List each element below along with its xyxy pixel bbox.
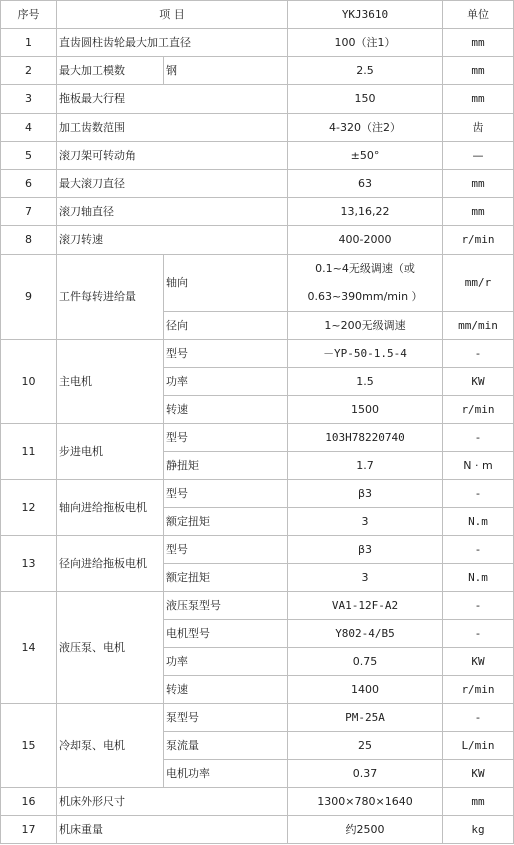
row-item: 最大滚刀直径 [57, 170, 288, 198]
row-value: 150 [288, 85, 443, 114]
row-unit: KW [443, 368, 514, 396]
row-value: －YP-50-1.5-4 [288, 340, 443, 368]
row-no: 16 [1, 788, 57, 816]
row-value: 3 [288, 564, 443, 592]
row-unit: - [443, 704, 514, 732]
row-value: 103H78220740 [288, 424, 443, 452]
row-no: 6 [1, 170, 57, 198]
row-no: 1 [1, 29, 57, 57]
row-unit: mm [443, 170, 514, 198]
row-no: 14 [1, 592, 57, 704]
row-no: 4 [1, 114, 57, 142]
row-value: ±50° [288, 142, 443, 170]
row-value: 2.5 [288, 57, 443, 85]
row-subitem: 径向 [164, 312, 288, 340]
row-item: 机床重量 [57, 816, 288, 844]
row-value: VA1-12F-A2 [288, 592, 443, 620]
row-subitem: 额定扭矩 [164, 508, 288, 536]
row-item: 机床外形尺寸 [57, 788, 288, 816]
table-row [1, 142, 514, 170]
row-subitem: 轴向 [164, 255, 288, 312]
row-value: 0.75 [288, 648, 443, 676]
table-row [1, 114, 514, 142]
row-subitem: 转速 [164, 676, 288, 704]
table-row [1, 170, 514, 198]
row-subitem: 额定扭矩 [164, 564, 288, 592]
row-item: 冷却泵、电机 [57, 704, 164, 788]
row-value: 100（注1） [288, 29, 443, 57]
row-unit: mm [443, 29, 514, 57]
row-unit: - [443, 620, 514, 648]
row-no: 5 [1, 142, 57, 170]
row-subitem: 电机功率 [164, 760, 288, 788]
row-unit: kg [443, 816, 514, 844]
row-value: 0.1~4无级调速（或 0.63~390mm/min ） [288, 255, 443, 312]
row-no: 11 [1, 424, 57, 480]
header-model: YKJ3610 [288, 1, 443, 29]
row-unit: - [443, 480, 514, 508]
row-unit: KW [443, 760, 514, 788]
row-unit: r/min [443, 676, 514, 704]
row-subitem: 转速 [164, 396, 288, 424]
row-value: β3 [288, 536, 443, 564]
row-subitem: 泵流量 [164, 732, 288, 760]
row-item: 加工齿数范围 [57, 114, 288, 142]
row-no: 2 [1, 57, 57, 85]
row-unit: mm [443, 85, 514, 114]
row-no: 17 [1, 816, 57, 844]
row-subitem: 型号 [164, 536, 288, 564]
row-item: 步进电机 [57, 424, 164, 480]
row-value: 3 [288, 508, 443, 536]
row-item: 液压泵、电机 [57, 592, 164, 704]
row-no: 7 [1, 198, 57, 226]
row-unit: mm/min [443, 312, 514, 340]
row-item: 主电机 [57, 340, 164, 424]
row-unit: r/min [443, 226, 514, 255]
row-item: 直齿圆柱齿轮最大加工直径 [57, 29, 288, 57]
table-row [1, 704, 514, 732]
row-unit: - [443, 340, 514, 368]
table-row [1, 816, 514, 844]
row-value: Y802-4/B5 [288, 620, 443, 648]
row-value: 1400 [288, 676, 443, 704]
row-item: 拖板最大行程 [57, 85, 288, 114]
row-unit: - [443, 536, 514, 564]
row-subitem: 静扭矩 [164, 452, 288, 480]
row-subitem: 功率 [164, 368, 288, 396]
row-unit: N.m [443, 564, 514, 592]
row-item: 轴向进给拖板电机 [57, 480, 164, 536]
row-subitem: 电机型号 [164, 620, 288, 648]
row-item: 径向进给拖板电机 [57, 536, 164, 592]
row-unit: mm/r [443, 255, 514, 312]
row-value: 63 [288, 170, 443, 198]
row-unit: N · m [443, 452, 514, 480]
table-row [1, 424, 514, 452]
row-value: 25 [288, 732, 443, 760]
row-subitem: 型号 [164, 480, 288, 508]
row-subitem: 型号 [164, 340, 288, 368]
table-row [1, 536, 514, 564]
row-unit: N.m [443, 508, 514, 536]
row-value: 1~200无级调速 [288, 312, 443, 340]
row-item: 滚刀转速 [57, 226, 288, 255]
row-value: PM-25A [288, 704, 443, 732]
row-unit: — [443, 142, 514, 170]
table-row [1, 226, 514, 255]
row-item: 最大加工模数 [57, 57, 164, 85]
row-no: 9 [1, 255, 57, 340]
table-row [1, 29, 514, 57]
table-row [1, 592, 514, 620]
row-no: 10 [1, 340, 57, 424]
row-unit: L/min [443, 732, 514, 760]
row-no: 12 [1, 480, 57, 536]
row-subitem: 功率 [164, 648, 288, 676]
row-no: 13 [1, 536, 57, 592]
header-unit: 单位 [443, 1, 514, 29]
row-value: 约2500 [288, 816, 443, 844]
row-item: 滚刀架可转动角 [57, 142, 288, 170]
header-item: 项 目 [57, 1, 288, 29]
table-row [1, 255, 514, 312]
row-unit: mm [443, 788, 514, 816]
table-row [1, 788, 514, 816]
table-row [1, 340, 514, 368]
row-no: 15 [1, 704, 57, 788]
row-value: 0.37 [288, 760, 443, 788]
row-value: β3 [288, 480, 443, 508]
table-row [1, 198, 514, 226]
table-row [1, 480, 514, 508]
row-unit: mm [443, 198, 514, 226]
row-value: 400-2000 [288, 226, 443, 255]
row-unit: KW [443, 648, 514, 676]
row-item: 滚刀轴直径 [57, 198, 288, 226]
row-unit: - [443, 592, 514, 620]
table-row [1, 57, 514, 85]
row-subitem: 液压泵型号 [164, 592, 288, 620]
row-unit: r/min [443, 396, 514, 424]
row-subitem: 钢 [164, 57, 288, 85]
row-no: 3 [1, 85, 57, 114]
row-item: 工件每转进给量 [57, 255, 164, 340]
row-value: 1.7 [288, 452, 443, 480]
row-value: 4-320（注2） [288, 114, 443, 142]
row-unit: 齿 [443, 114, 514, 142]
header-no: 序号 [1, 1, 57, 29]
row-value: 13,16,22 [288, 198, 443, 226]
row-value: 1500 [288, 396, 443, 424]
table-row [1, 85, 514, 114]
header-row [1, 1, 514, 29]
row-unit: mm [443, 57, 514, 85]
row-value: 1300×780×1640 [288, 788, 443, 816]
row-no: 8 [1, 226, 57, 255]
row-unit: - [443, 424, 514, 452]
row-value: 1.5 [288, 368, 443, 396]
row-subitem: 泵型号 [164, 704, 288, 732]
row-subitem: 型号 [164, 424, 288, 452]
